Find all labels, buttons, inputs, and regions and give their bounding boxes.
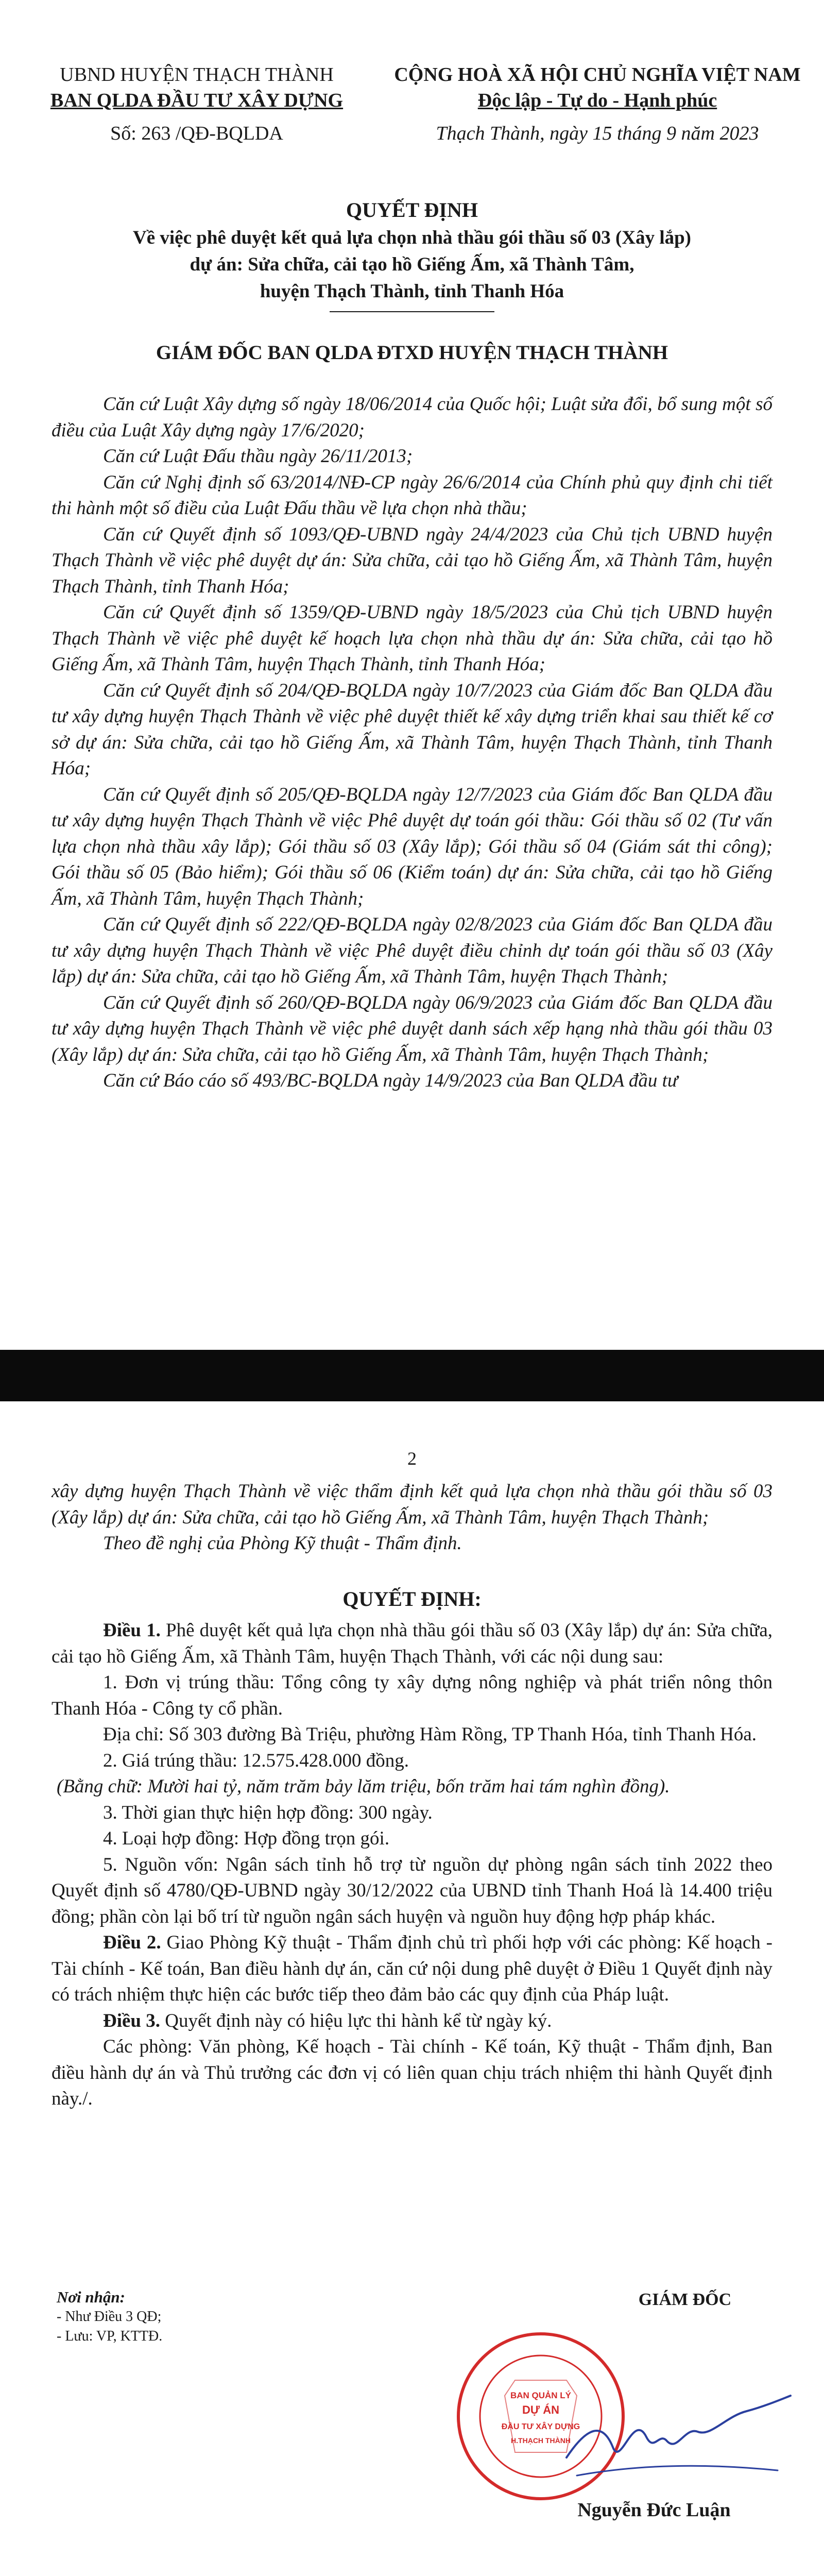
article-2-label: Điều 2. [103, 1932, 161, 1953]
national-motto: Độc lập - Tự do - Hạnh phúc [477, 90, 717, 111]
recipient-item: - Lưu: VP, KTTĐ. [57, 2328, 163, 2344]
svg-text:ĐẦU TƯ XÂY DỰNG: ĐẦU TƯ XÂY DỰNG [501, 2422, 580, 2431]
article-1 [52, 1618, 772, 1670]
contract-duration: 3. Thời gian thực hiện hợp đồng: 300 ngày. [103, 1802, 433, 1823]
basis-item: Căn cứ Quyết định số 1359/QĐ-UBND ngày 18/5/2023 của Chủ tịch UBND huyện Thạch Thành về việc phê duyệt kế hoạch lựa chọn nhà thầu dự án: Sửa chữa, cải tạo hồ Giếng Ấm, xã Thành Tâm, huyện Thạch Thành, tỉnh Thanh Hóa; [52, 602, 772, 675]
basis-item: Căn cứ Quyết định số 204/QĐ-BQLDA ngày 10/7/2023 của Giám đốc Ban QLDA đầu tư xây dựng huyện Thạch Thành về việc phê duyệt thiết kế xây dựng triển khai sau thiết kế cơ sở dự án: Sửa chữa, cải tạo hồ Giếng Ấm, xã Thành Tâm, huyện Thạch Thành, tỉnh Thanh Hóa; [52, 680, 772, 779]
basis-item: Căn cứ Quyết định số 222/QĐ-BQLDA ngày 02/8/2023 của Giám đốc Ban QLDA đầu tư xây dựng huyện Thạch Thành về việc Phê duyệt điều chỉnh dự toán gói thầu số 03 (Xây lắp) dự án: Sửa chữa, cải tạo hồ Giếng Ấm, xã Thành Tâm, huyện Thạch Thành; [52, 914, 772, 987]
handwritten-signature [556, 2380, 798, 2494]
article-3 [52, 2008, 772, 2035]
subject-line-3: huyện Thạch Thành, tỉnh Thanh Hóa [260, 281, 564, 302]
basis-item: Căn cứ Quyết định số 205/QĐ-BQLDA ngày 12/7/2023 của Giám đốc Ban QLDA đầu tư xây dựng huyện Thạch Thành về việc Phê duyệt dự toán gói thầu: Gói thầu số 02 (Tư vấn lựa chọn nhà thầu xây lắp); Gói thầu số 03 (Xây lắp); Gói thầu số 04 (Giám sát thi công); Gói thầu số 05 (Bảo hiểm); Gói thầu số 06 (Kiểm toán) dự án: Sửa chữa, cải tạo hồ Giếng Ấm, xã Thành Tâm, huyện Thạch Thành; [52, 784, 772, 909]
decision-body [52, 1618, 772, 2112]
continuation-block [52, 1479, 772, 1557]
signer-name: Nguyễn Đức Luận [577, 2499, 731, 2521]
national-title: CỘNG HOÀ XÃ HỘI CHỦ NGHĨA VIỆT NAM [394, 64, 801, 86]
svg-text:BAN QUẢN LÝ: BAN QUẢN LÝ [510, 2391, 572, 2400]
basis-item: Căn cứ Luật Đấu thầu ngày 26/11/2013; [103, 446, 413, 467]
issuer-name: BAN QLDA ĐẦU TƯ XÂY DỰNG [50, 90, 344, 111]
basis-item: Căn cứ Quyết định số 1093/QĐ-UBND ngày 24/4/2023 của Chủ tịch UBND huyện Thạch Thành về việc phê duyệt dự án: Sửa chữa, cải tạo hồ Giếng Ấm, xã Thành Tâm, huyện Thạch Thành, tỉnh Thanh Hóa; [52, 523, 772, 597]
recipient-item: - Như Điều 3 QĐ; [57, 2309, 162, 2325]
article-1-label: Điều 1. [103, 1620, 161, 1641]
proposal-text: Theo đề nghị của Phòng Kỹ thuật - Thẩm định. [103, 1533, 462, 1554]
basis-item: Căn cứ Quyết định số 260/QĐ-BQLDA ngày 06/9/2023 của Giám đốc Ban QLDA đầu tư xây dựng huyện Thạch Thành về việc phê duyệt danh sách xếp hạng nhà thầu gói thầu 03 (Xây lắp) dự án: Sửa chữa, cải tạo hồ Giếng Ấm, xã Thành Tâm, huyện Thạch Thành; [52, 992, 772, 1065]
subject-line-2: dự án: Sửa chữa, cải tạo hồ Giếng Ấm, xã Thành Tâm, [190, 254, 634, 275]
bidder-address: Địa chỉ: Số 303 đường Bà Triệu, phường Hàm Rồng, TP Thanh Hóa, tỉnh Thanh Hóa. [103, 1724, 757, 1745]
funding-source: 5. Nguồn vốn: Ngân sách tỉnh hỗ trợ từ nguồn dự phòng ngân sách tỉnh 2022 theo Quyết định số 4780/QĐ-UBND ngày 30/12/2022 của UBND tỉnh Thanh Hoá là 14.400 triệu đồng; phần còn lại bố trí từ nguồn ngân sách huyện và nguồn huy động hợp pháp khác. [52, 1854, 772, 1927]
header-left [32, 62, 362, 146]
signer-title: GIÁM ĐỐC [638, 2290, 732, 2309]
contract-type: 4. Loại hợp đồng: Hợp đồng trọn gói. [103, 1828, 390, 1849]
recipients-title: Nơi nhận: [57, 2288, 125, 2306]
article-3-text: Quyết định này có hiệu lực thi hành kể từ ngày ký. [165, 2010, 552, 2031]
basis-item: Căn cứ Báo cáo số 493/BC-BQLDA ngày 14/9/2023 của Ban QLDA đầu tư [103, 1070, 678, 1091]
article-1-text: Phê duyệt kết quả lựa chọn nhà thầu gói thầu số 03 (Xây lắp) dự án: Sửa chữa, cải tạo hồ Giếng Ấm, xã Thành Tâm, huyện Thạch Thành, với các nội dung sau: [52, 1620, 772, 1667]
document-number: Số: 263 /QĐ-BQLDA [110, 123, 283, 144]
recipients-block [57, 2287, 366, 2346]
execution-clause: Các phòng: Văn phòng, Kế hoạch - Tài chính - Kế toán, Kỹ thuật - Thẩm định, Ban điều hành dự án và Thủ trưởng các đơn vị có liên quan chịu trách nhiệm thi hành Quyết định này./. [52, 2036, 772, 2109]
svg-text:H.THẠCH THÀNH: H.THẠCH THÀNH [511, 2436, 571, 2445]
price-in-words: (Bằng chữ: Mười hai tỷ, năm trăm bảy lăm triệu, bốn trăm hai tám nghìn đồng). [57, 1776, 670, 1797]
issuer-parent: UBND HUYỆN THẠCH THÀNH [60, 64, 334, 86]
page-separator [0, 1350, 824, 1401]
document-title: QUYẾT ĐỊNH [346, 198, 478, 222]
article-3-label: Điều 3. [103, 2010, 160, 2031]
basis-item: Căn cứ Luật Xây dựng số ngày 18/06/2014 của Quốc hội; Luật sửa đổi, bổ sung một số điều của Luật Xây dựng ngày 17/6/2020; [52, 394, 772, 441]
page-number: 2 [407, 1448, 417, 1469]
document-date: Thạch Thành, ngày 15 tháng 9 năm 2023 [436, 123, 759, 144]
decision-heading: QUYẾT ĐỊNH: [342, 1587, 482, 1611]
header-right [371, 62, 824, 146]
document-page-2 [0, 1401, 824, 2576]
legal-bases [52, 392, 772, 1094]
article-2-text: Giao Phòng Kỹ thuật - Thẩm định chủ trì phối hợp với các phòng: Kế hoạch - Tài chính - Kế toán, Ban điều hành dự án, căn cứ nội dung phê duyệt ở Điều 1 Quyết định này có trách nhiệm thực hiện các bước tiếp theo đảm bảo các quy định của Pháp luật. [52, 1932, 772, 2005]
continuation-text: xây dựng huyện Thạch Thành về việc thẩm định kết quả lựa chọn nhà thầu gói thầu số 03 (Xây lắp) dự án: Sửa chữa, cải tạo hồ Giếng Ấm, xã Thành Tâm, huyện Thạch Thành; [52, 1481, 772, 1528]
winning-price: 2. Giá trúng thầu: 12.575.428.000 đồng. [103, 1750, 409, 1771]
article-2 [52, 1930, 772, 2008]
subject-line-1: Về việc phê duyệt kết quả lựa chọn nhà thầu gói thầu số 03 (Xây lắp) [132, 227, 692, 248]
issuing-authority: GIÁM ĐỐC BAN QLDA ĐTXD HUYỆN THẠCH THÀNH [156, 342, 668, 364]
svg-text:DỰ ÁN: DỰ ÁN [522, 2403, 560, 2416]
winning-bidder: 1. Đơn vị trúng thầu: Tổng công ty xây dựng nông nghiệp và phát triển nông thôn Thanh Hóa - Công ty cổ phần. [52, 1672, 772, 1719]
subject-underline [330, 311, 494, 312]
basis-item: Căn cứ Nghị định số 63/2014/NĐ-CP ngày 26/6/2014 của Chính phủ quy định chi tiết thi hành một số điều của Luật Đấu thầu về lựa chọn nhà thầu; [52, 471, 772, 519]
